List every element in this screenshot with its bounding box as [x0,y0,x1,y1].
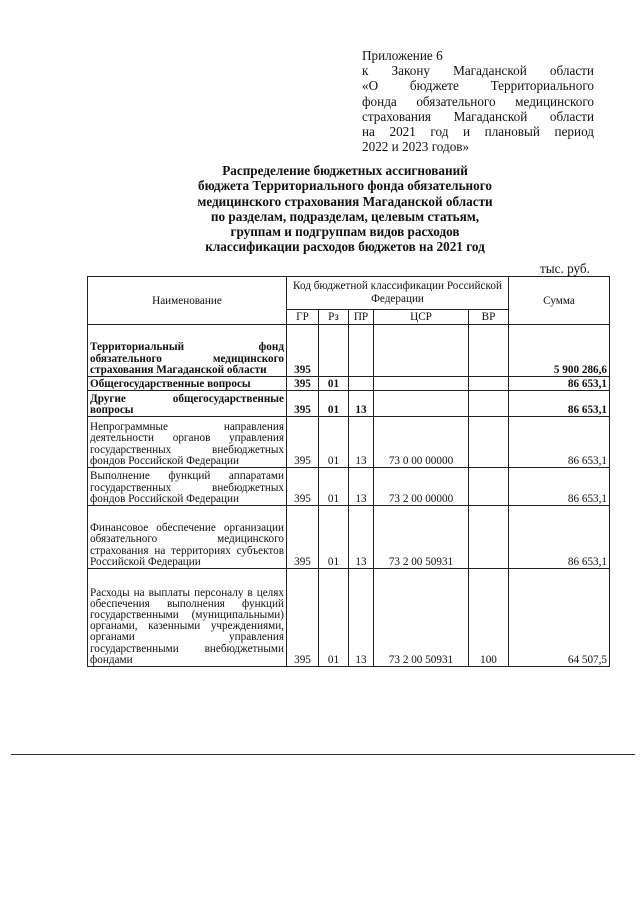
row-csr [374,391,469,417]
appendix-line: фонда обязательного медицинского [362,93,594,109]
title-line: медицинского страхования Магаданской области [197,193,493,209]
row-csr: 73 2 00 00000 [374,468,469,506]
header-name: Наименование [88,277,287,325]
row-name: Территориальный фонд обязательного медицинского страхования Магаданской области [88,325,287,377]
row-sum: 86 653,1 [509,417,610,468]
row-vr [469,417,509,468]
row-rz [319,325,349,377]
row-csr: 73 2 00 50931 [374,506,469,569]
appendix-line: Приложение 6 [362,48,443,63]
row-gr: 395 [287,417,319,468]
table-row [88,417,610,468]
appendix-line: «О бюджете Территориального [362,78,594,94]
row-vr [469,377,509,391]
appendix-line: на 2021 год и плановый период [362,124,594,140]
title-line: по разделам, подразделам, целевым статьям, [210,208,480,224]
title-line: Распределение бюджетных ассигнований [222,163,468,178]
title-line: классификации расходов бюджетов на 2021 год [205,239,485,255]
row-csr: 73 0 00 00000 [374,417,469,468]
table-row [88,506,610,569]
row-csr [374,377,469,391]
row-rz: 01 [319,417,349,468]
row-name: Расходы на выплаты персоналу в целях обеспечения выполнения функций государственными (муниципальными) органами, казенными учреждениями, органами управления государственными внебюджетными фондами [88,569,287,667]
row-gr: 395 [287,377,319,391]
row-pr: 13 [349,506,374,569]
row-name: Непрограммные направления деятельности органов управления государственных внебюджетных фондов Российской Федерации [88,417,287,468]
row-rz: 01 [319,506,349,569]
title-line: группам и подгруппам видов расходов [230,224,460,240]
table-row [88,468,610,506]
table-row [88,325,610,377]
row-pr [349,325,374,377]
title-line: бюджета Территориального фонда обязательного [198,178,492,194]
row-rz: 01 [319,377,349,391]
budget-table [87,276,610,667]
row-vr [469,391,509,417]
row-rz: 01 [319,569,349,667]
row-vr [469,506,509,569]
row-vr [469,325,509,377]
header-pr: ПР [349,310,374,325]
table-row [88,569,610,667]
row-sum: 86 653,1 [509,391,610,417]
row-csr [374,325,469,377]
row-sum: 64 507,5 [509,569,610,667]
row-vr [469,468,509,506]
row-gr: 395 [287,325,319,377]
row-name: Общегосударственные вопросы [88,377,287,391]
row-name: Выполнение функций аппаратами государственных внебюджетных фондов Российской Федерации [88,468,287,506]
appendix-header [362,48,594,154]
row-pr [349,377,374,391]
header-csr: ЦСР [374,310,469,325]
units-label: тыс. руб. [540,261,590,276]
row-name: Финансовое обеспечение организации обязательного медицинского страхования на территориях субъектов Российской Федерации [88,506,287,569]
row-pr: 13 [349,468,374,506]
table-row [88,377,610,391]
row-sum: 86 653,1 [509,468,610,506]
row-name: Другие общегосударственные вопросы [88,391,287,417]
row-rz: 01 [319,468,349,506]
appendix-line: страхования Магаданской области [362,108,594,124]
row-gr: 395 [287,569,319,667]
header-sum: Сумма [509,277,610,325]
appendix-line: 2022 и 2023 годов» [362,139,470,155]
row-rz: 01 [319,391,349,417]
row-csr: 73 2 00 50931 [374,569,469,667]
header-rz: Рз [319,310,349,325]
row-gr: 395 [287,506,319,569]
row-gr: 395 [287,468,319,506]
appendix-line: к Закону Магаданской области [362,63,594,79]
row-sum: 86 653,1 [509,506,610,569]
row-sum: 86 653,1 [509,377,610,391]
page-divider [11,754,635,755]
row-vr: 100 [469,569,509,667]
row-pr: 13 [349,391,374,417]
row-sum: 5 900 286,6 [509,325,610,377]
header-vr: ВР [469,310,509,325]
row-gr: 395 [287,391,319,417]
document-title [150,163,540,255]
row-pr: 13 [349,569,374,667]
header-gr: ГР [287,310,319,325]
table-row [88,391,610,417]
row-pr: 13 [349,417,374,468]
header-code-group: Код бюджетной классификации Российской Федерации [287,277,509,310]
